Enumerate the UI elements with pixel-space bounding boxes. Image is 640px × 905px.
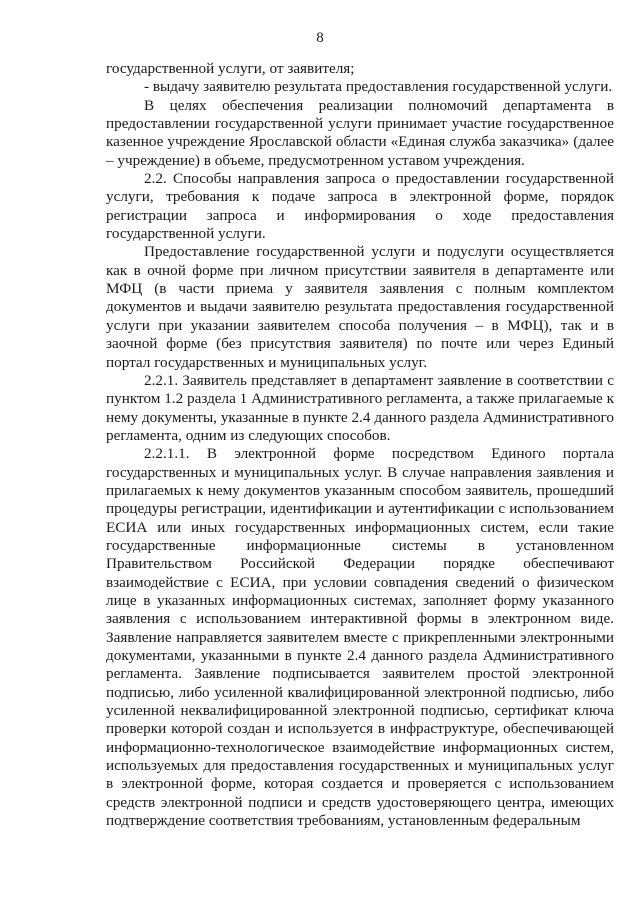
paragraph: В целях обеспечения реализации полномочий департамента в предоставлении государственной услуги принимает участие государственное казенное учреждение Ярославской области «Единая служба заказчика» (далее – учреждение) в объеме, предусмотренном уставом учреждения.: [106, 96, 614, 169]
paragraph: - выдачу заявителю результата предоставления государственной услуги.: [144, 78, 613, 96]
paragraph: Предоставление государственной услуги и подуслуги осуществляется как в очной форме при личном присутствии заявителя в департаменте или МФЦ (в части приема у заявителя заявления с полным комплектом документов и выдачи заявителю результата предоставления государственной услуги при указании заявителем способа получения – в МФЦ), так и в заочной форме (без присутствия заявителя) по почте или через Единый портал государственных и муниципальных услуг.: [106, 243, 614, 371]
document-body: [106, 60, 614, 830]
paragraph: 2.2.1.1. В электронной форме посредством Единого портала государственных и муниципальных услуг. В случае направления заявления и прилагаемых к нему документов указанным способом заявитель, прошедший процедуры регистрации, идентификации и аутентификации с использованием ЕСИА или иных государственных информационных систем, если такие государственные информационные системы в установленном Правительством Российской Федерации порядке обеспечивают взаимодействие с ЕСИА, при условии совпадения сведений о физическом лице в указанных информационных системах, заполняет форму указанного заявления с использованием интерактивной формы в электронном виде. Заявление направляется заявителем вместе с прикрепленными электронными документами, указанными в пункте 2.4 данного раздела Административного регламента. Заявление подписывается заявителем простой электронной подписью, либо усиленной квалифицированной электронной подписью, либо усиленной неквалифицированной электронной подписью, сертификат ключа проверки которой создан и используется в инфраструктуре, обеспечивающей информационно-технологическое взаимодействие информационных систем, используемых для предоставления государственных и муниципальных услуг в электронной форме, которая создается и проверяется с использованием средств электронной подписи и средств удостоверяющего центра, имеющих подтверждение соответствия требованиям, установленным федеральным: [106, 445, 614, 830]
page-number: 8: [316, 30, 324, 46]
paragraph: 2.2.1. Заявитель представляет в департамент заявление в соответствии с пунктом 1.2 раздела 1 Административного регламента, а также прилагаемые к нему документы, указанные в пункте 2.4 данного раздела Административного регламента, одним из следующих способов.: [106, 371, 614, 444]
paragraph: государственной услуги, от заявителя;: [106, 60, 355, 77]
paragraph: 2.2. Способы направления запроса о предоставлении государственной услуги, требования к подаче запроса в электронной форме, порядок регистрации запроса и информирования о ходе предоставления государственной услуги.: [106, 170, 614, 243]
